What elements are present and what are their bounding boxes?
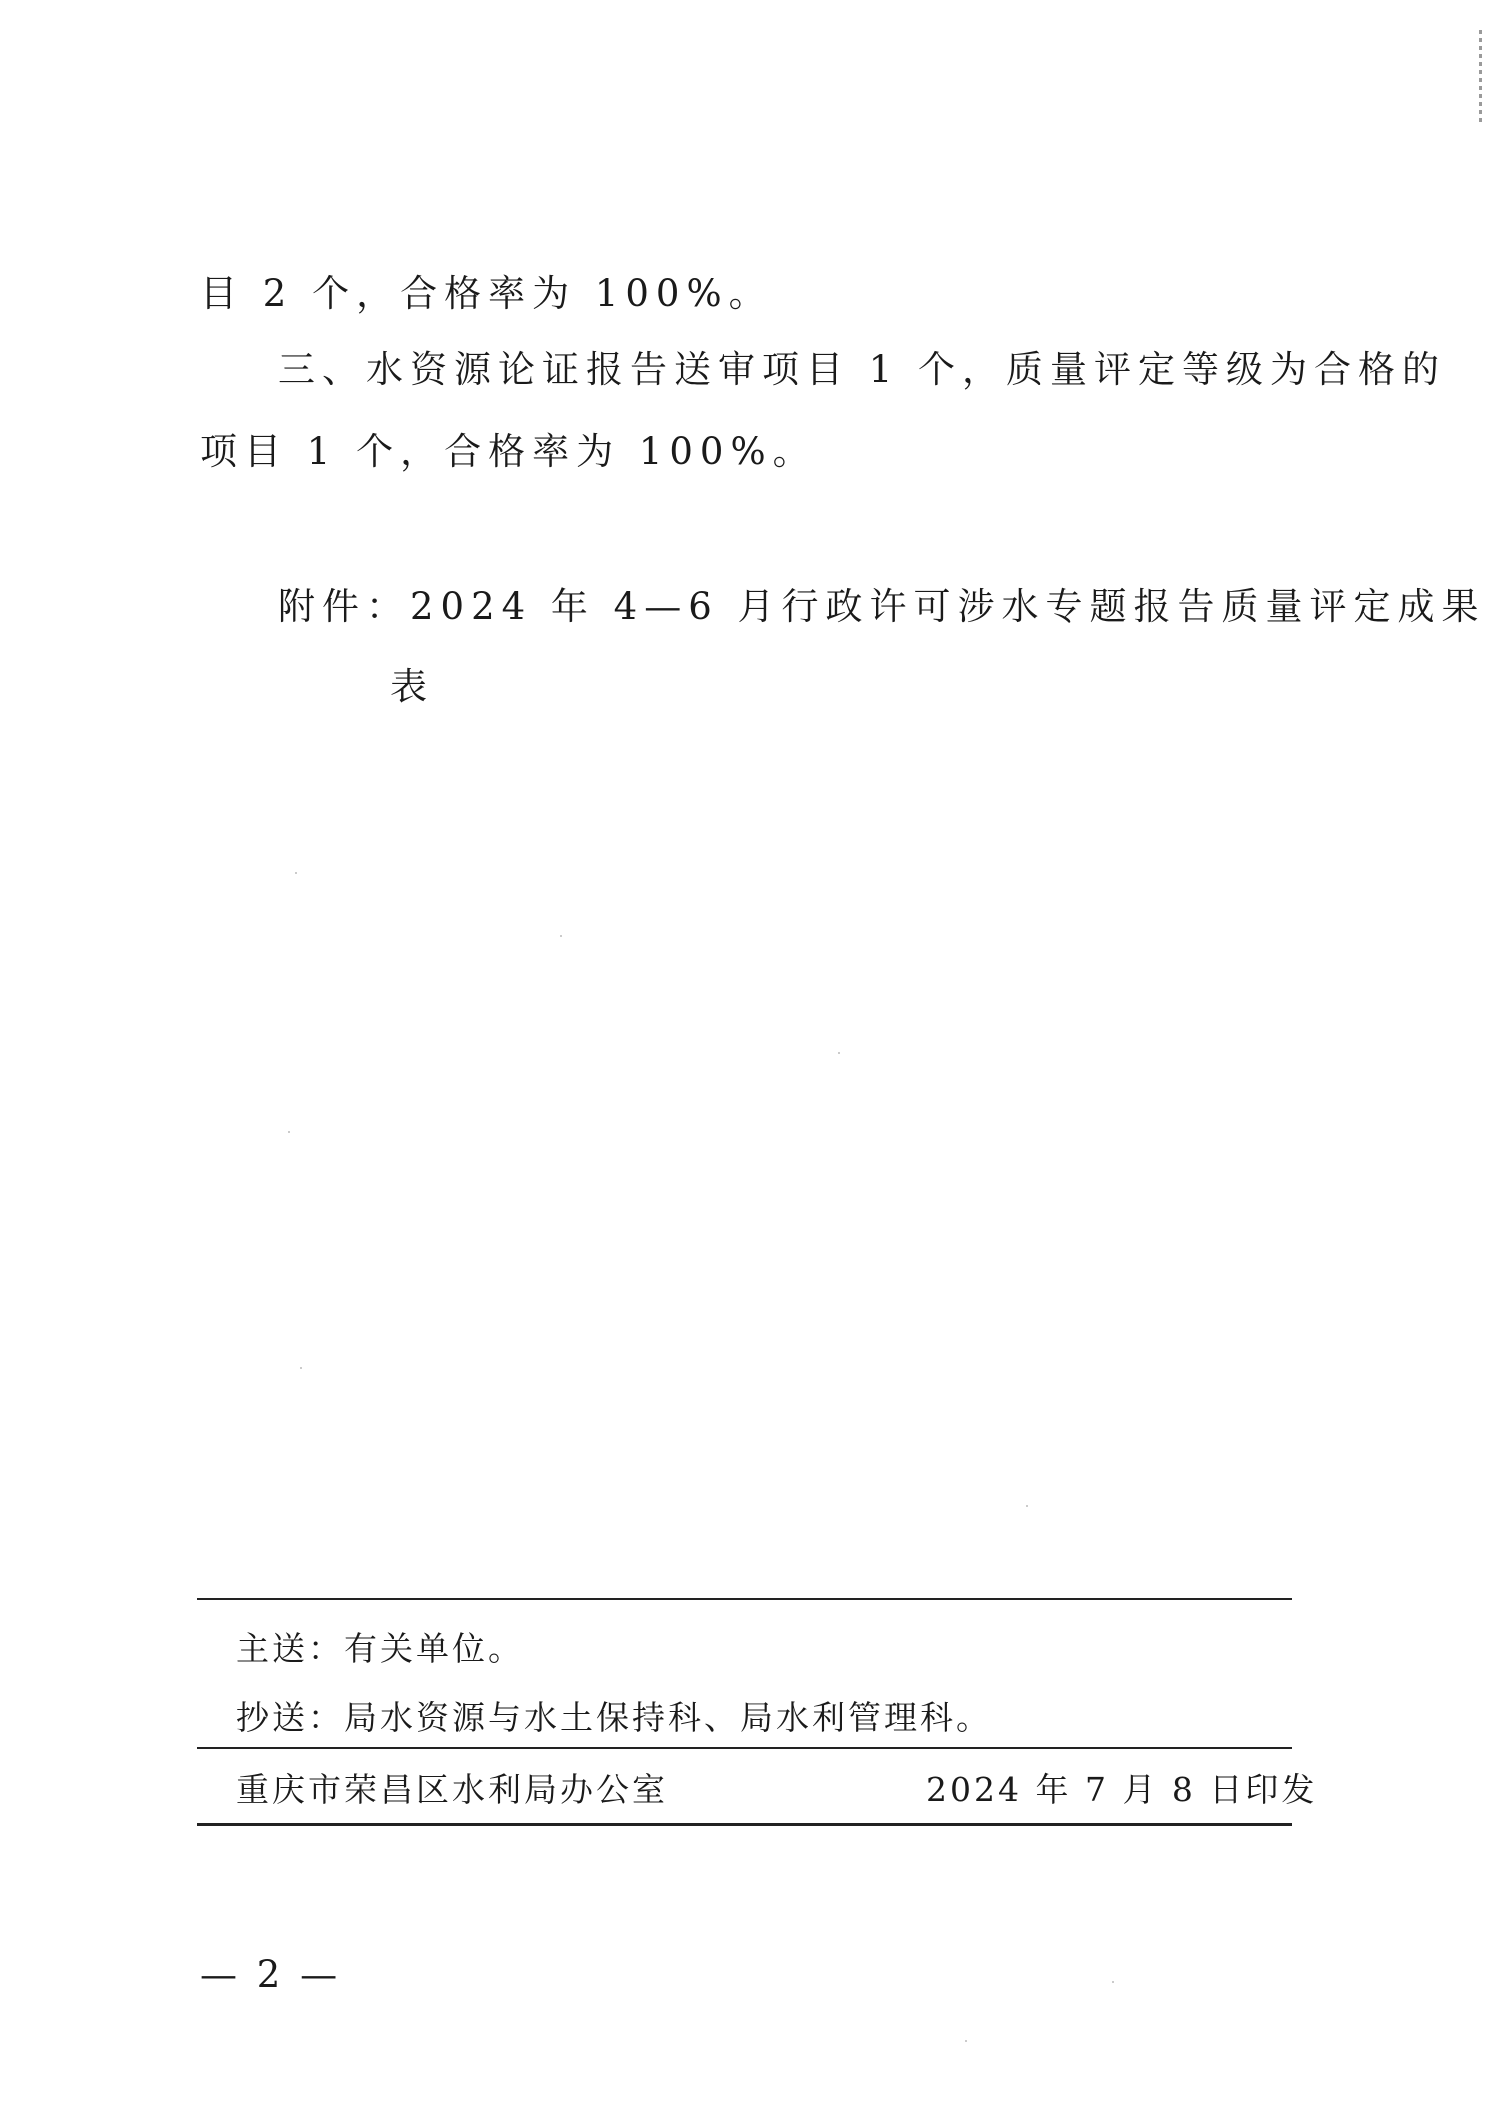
copy-send: 抄送：局水资源与水土保持科、局水利管理科。 [236, 1698, 992, 1737]
scan-speck [300, 1367, 302, 1369]
scan-speck [288, 1131, 290, 1133]
body-line-2: 三、水资源论证报告送审项目 1 个，质量评定等级为合格的 [278, 348, 1447, 391]
top-rule [197, 1598, 1292, 1600]
scan-speck [965, 2040, 967, 2042]
middle-rule [197, 1747, 1292, 1749]
bottom-rule [197, 1823, 1292, 1826]
page-number: — 2 — [200, 1953, 342, 1996]
scan-speck [1112, 1981, 1114, 1983]
scan-speck [838, 1052, 840, 1054]
body-line-3: 项目 1 个，合格率为 100%。 [200, 430, 817, 473]
scan-speck [1026, 1505, 1028, 1507]
scan-speck [560, 935, 562, 937]
attachment-line-2: 表 [390, 665, 434, 708]
attachment-line-1: 附件：2024 年 4—6 月行政许可涉水专题报告质量评定成果 [278, 585, 1486, 628]
issue-date: 2024 年 7 月 8 日印发 [926, 1770, 1318, 1809]
scan-speck [295, 872, 297, 874]
issuing-office: 重庆市荣昌区水利局办公室 [236, 1770, 668, 1809]
body-line-1: 目 2 个，合格率为 100%。 [200, 272, 773, 315]
main-send: 主送：有关单位。 [236, 1629, 524, 1668]
scan-edge-mark [1479, 30, 1482, 125]
